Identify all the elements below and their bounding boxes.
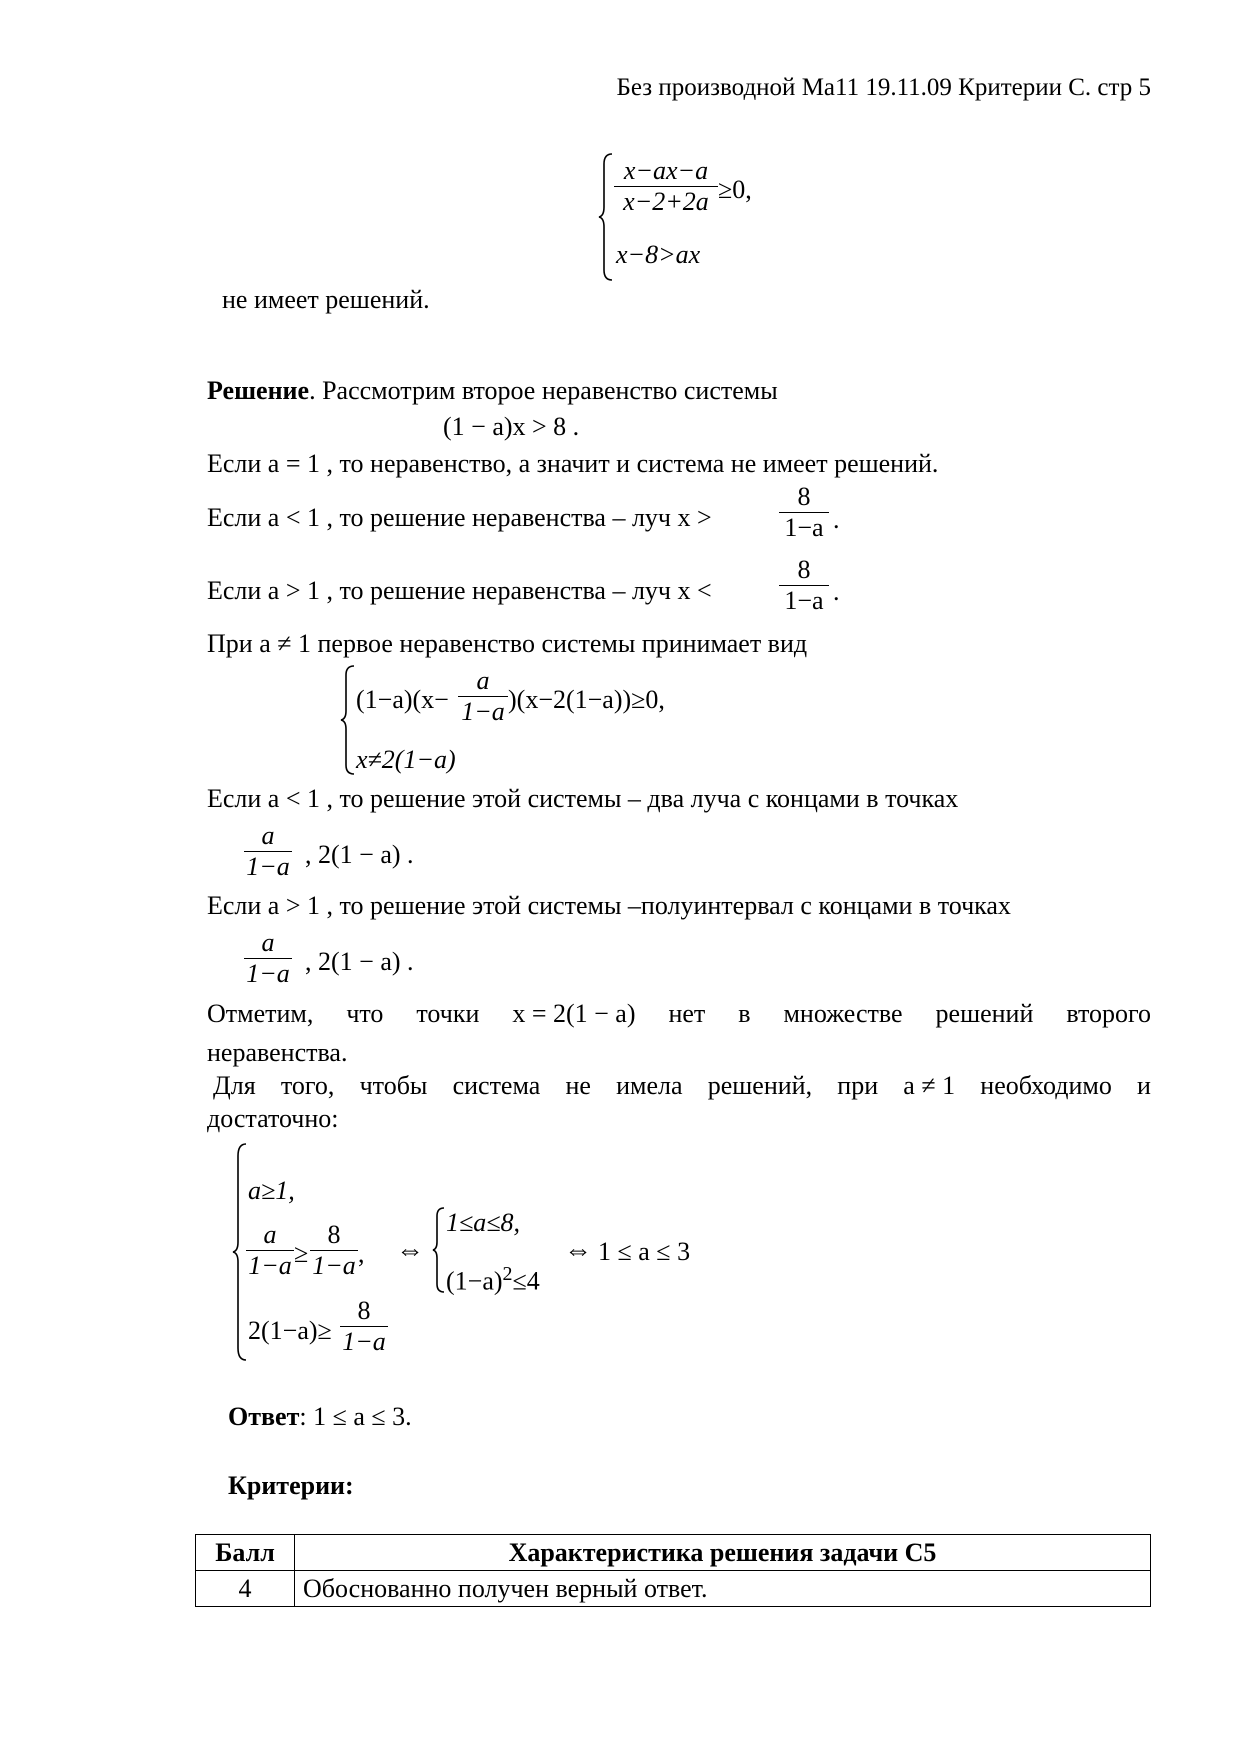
first-inequality-intro: При a ≠ 1 первое неравенство системы принимает вид xyxy=(207,629,808,658)
ray-fraction: 8 1−a xyxy=(779,482,829,543)
fraction: a 1−a xyxy=(246,1220,294,1281)
case-a-lt-1: Если a < 1 , то решение неравенства – луч x > xyxy=(207,503,712,532)
criteria-heading: Критерии: xyxy=(228,1471,354,1500)
system-line: 1≤a≤8, xyxy=(446,1208,521,1237)
answer-label: Ответ xyxy=(228,1402,300,1431)
solution-intro: Решение. Рассмотрим второе неравенство системы xyxy=(207,376,778,405)
point-second: , 2(1 − a) . xyxy=(305,840,414,869)
system-line: x≠2(1−a) xyxy=(356,745,456,774)
table-header-row xyxy=(196,1535,1151,1571)
point-fraction: a 1−a xyxy=(244,821,292,882)
no-solutions-text: не имеет решений. xyxy=(222,285,430,314)
period: . xyxy=(833,505,840,534)
system-line: (1−a)(x− xyxy=(356,685,449,714)
condition-line: Для того, чтобы система не имела решений, при a ≠ 1 необходимо и xyxy=(213,1071,1151,1100)
equivalence-symbol: ⇔ xyxy=(564,1235,592,1266)
case-half-interval: Если a > 1 , то решение этой системы –полуинтервал с концами в точках xyxy=(207,891,1011,920)
page-header: Без производной Ма11 19.11.09 Критерии С. стр 5 xyxy=(616,74,1151,101)
fraction: 8 1−a xyxy=(340,1296,388,1357)
fraction: a 1−a xyxy=(458,666,508,727)
fraction xyxy=(614,156,718,217)
system-line: x−8>ax xyxy=(616,240,701,269)
answer: Ответ: 1 ≤ a ≤ 3. xyxy=(228,1402,412,1431)
point-fraction: a 1−a xyxy=(244,928,292,989)
period: . xyxy=(833,577,840,606)
numerator: x−ax−a xyxy=(623,156,709,185)
denominator: x−2+2a xyxy=(623,187,709,216)
solution-label: Решение xyxy=(207,376,310,405)
system-line: 2(1−a)≥ xyxy=(248,1316,332,1345)
ray-fraction: 8 1−a xyxy=(779,555,829,616)
table-cell: 4 xyxy=(196,1571,295,1607)
relation: ≥0, xyxy=(718,175,752,204)
system-line: a≥1, xyxy=(248,1176,295,1205)
table-row xyxy=(196,1571,1151,1607)
case-a-gt-1: Если a > 1 , то решение неравенства – луч x < xyxy=(207,576,712,605)
system-result: 1 ≤ a ≤ 3 xyxy=(598,1237,691,1266)
column-header: Балл xyxy=(196,1535,295,1571)
note-line: неравенства. xyxy=(207,1038,348,1067)
column-header: Характеристика решения задачи С5 xyxy=(295,1535,1151,1571)
comma: , xyxy=(358,1239,365,1268)
table-cell: Обоснованно получен верный ответ. xyxy=(295,1571,1151,1607)
equivalence-symbol: ⇔ xyxy=(396,1235,424,1266)
case-two-rays: Если a < 1 , то решение этой системы – два луча с концами в точках xyxy=(207,784,959,813)
note-line: Отметим, что точки x = 2(1 − a) нет в множестве решений второго xyxy=(207,999,1151,1028)
system-line: $(1-a)^2\le 4$ xyxy=(446,1263,540,1296)
system-line: )(x−2(1−a))≥0, xyxy=(508,685,665,714)
second-inequality: (1 − a)x > 8 . xyxy=(443,412,580,441)
condition-line: достаточно: xyxy=(207,1104,339,1133)
relation: ≥ xyxy=(294,1239,309,1268)
fraction: 8 1−a xyxy=(310,1220,358,1281)
case-a-eq-1: Если a = 1 , то неравенство, а значит и система не имеет решений. xyxy=(207,449,939,478)
point-second: , 2(1 − a) . xyxy=(305,947,414,976)
criteria-table xyxy=(195,1534,1151,1607)
